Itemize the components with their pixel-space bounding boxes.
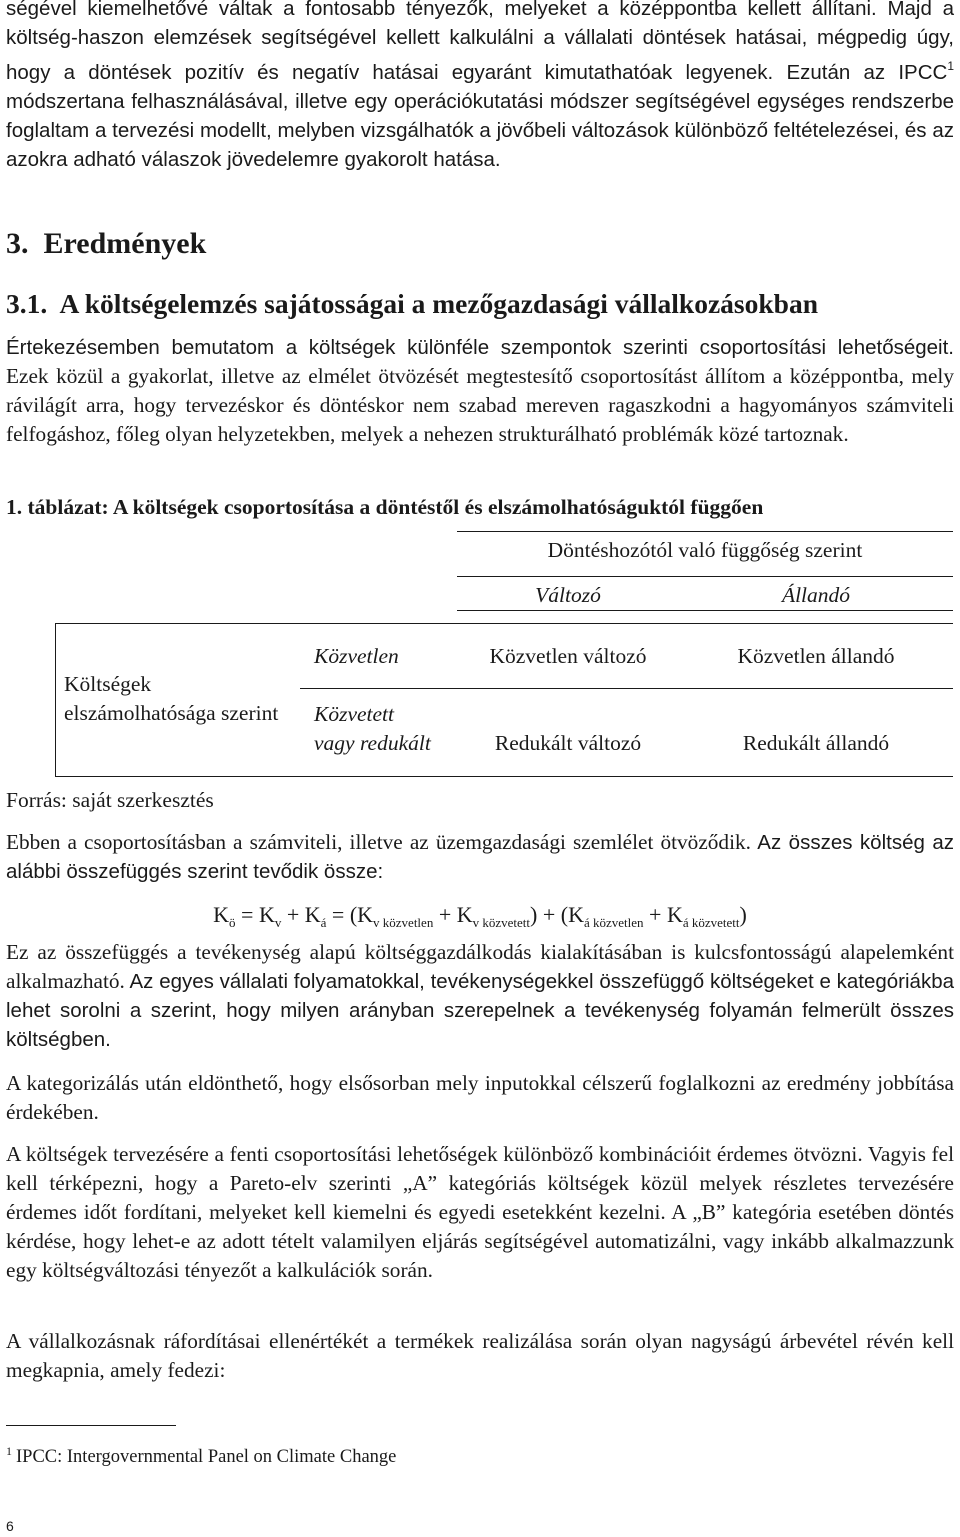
cost-formula: $K_ö = K_v + K_á = (K_{v közvetlen} + K_{v közvetett}) + (K_{á közvetlen} + K_{á közvetett})$ xyxy=(213,902,747,930)
table-col-header: Állandó xyxy=(781,583,851,607)
table-source: Forrás: saját szerkesztés xyxy=(6,788,214,812)
paragraph-body: Az összes költség az alábbi összefüggés szerint tevődik össze: xyxy=(6,831,954,883)
table-row-label: Közvetlen xyxy=(314,644,399,668)
table-rule xyxy=(55,623,56,776)
paragraph-lead: Ez az összefüggés a tevékenység alapú költséggazdálkodás kialakításában is kulcsfontosságú alapelemként alkalmazható. xyxy=(6,940,954,993)
paragraph xyxy=(6,828,954,886)
table-rule xyxy=(55,623,953,624)
paragraph: A vállalkozásnak ráfordításai ellenértékét a termékek realizálása során olyan nagyságú árbevétel révén kell megkapnia, amely fedezi: xyxy=(6,1329,954,1382)
table-cell: Közvetlen változó xyxy=(489,644,647,668)
table-caption: 1. táblázat: A költségek csoportosítása a döntéstől és elszámolhatóságuktól függően xyxy=(6,495,764,519)
table-rule xyxy=(300,688,953,689)
table-rule xyxy=(457,531,953,532)
table-rule xyxy=(457,576,953,577)
paragraph-lead: Értekezésemben bemutatom a költségek különféle szempontok szerinti csoportosítási lehetőségeit. xyxy=(6,336,954,359)
table-cell: Redukált állandó xyxy=(742,731,890,755)
paragraph-body: Ezek közül a gyakorlat, illetve az elmélet ötvözését megtestesítő csoportosítást állítom a középpontba, mely rávilágít arra, hogy tervezéskor és döntéskor nem szabad mereven ragaszkodni a hagyományos számviteli felfogáshoz, főleg olyan helyzetekben, melyek a nehezen strukturálható problémák közé tartoznak. xyxy=(6,364,954,446)
table-rule xyxy=(457,610,953,611)
paragraph-body: Az egyes vállalati folyamatokkal, tevékenységekkel összefüggő költségeket e kategóriákba lehet sorolni a szerint, hogy milyen arányban szerepelnek a tevékenység folyamán felmerült összes költségben. xyxy=(6,970,954,1051)
subsection-paragraph xyxy=(6,333,954,449)
footnote xyxy=(6,1438,396,1470)
table-cell: Redukált változó xyxy=(494,731,642,755)
intro-text-part2: módszertana felhasználásával, illetve egy operációkutatási módszer segítségével egységes rendszerbe foglaltam a tervezési modellt, melyben vizsgálhatók a jövőbeli változások különböző feltételezései, és az azokra adható válaszok jövedelemre gyakorolt hatása. xyxy=(6,90,954,171)
footnote-text: IPCC: Intergovernmental Panel on Climate Change xyxy=(16,1447,397,1467)
table-cell: Közvetlen állandó xyxy=(737,644,895,668)
table-row-group-label: Költségek elszámolhatósága szerint xyxy=(64,672,279,725)
footnote-reference[interactable]: 1 xyxy=(947,59,954,73)
table-col-header: Változó xyxy=(535,583,601,607)
paragraph-lead: Ebben a csoportosításban a számviteli, illetve az üzemgazdasági szemlélet ötvöződik. xyxy=(6,830,751,854)
footnote-mark: 1 xyxy=(6,1444,12,1458)
table-top-header: Döntéshozótól való függőség szerint xyxy=(547,538,863,562)
table-rule xyxy=(55,776,953,777)
intro-text-part1: ségével kiemelhetővé váltak a fontosabb tényezők, melyeket a középpontba kellett állítani. Majd a költség-haszon elemzések segítségével kellett kalkulálni a vállalati döntések hatásai, mégpedig úgy, hogy a döntések pozitív és negatív hatásai egyaránt kimutathatóak legyenek. Ezután az IPCC xyxy=(6,0,954,84)
paragraph: A kategorizálás után eldönthető, hogy elsősorban mely inputokkal célszerű foglalkozni az eredmény jobbítása érdekében. xyxy=(6,1071,954,1124)
paragraph xyxy=(6,938,954,1054)
subsection-heading-3-1: 3.1. A költségelemzés sajátosságai a mezőgazdasági vállalkozásokban xyxy=(6,288,819,319)
page-number: 6 xyxy=(6,1518,14,1534)
paragraph: A költségek tervezésére a fenti csoportosítási lehetőségek különböző kombinációit érdemes ötvözni. Vagyis fel kell térképezni, hogy a Pareto-elv szerinti „A” kategóriás költségek közül melyek részletes tervezésére érdemes időt fordítani, melyeket kell kiemelni és egyedi esetekként kezelni. A „B” kategória esetében döntés kérdése, hogy lehet-e az adott tételt valamilyen eljárás segítségével automatizálni, vagy inkább alkalmazzunk egy költségváltozási tényezőt a kalkulációk során. xyxy=(6,1142,954,1282)
table-row-label: Közvetett vagy redukált xyxy=(314,702,431,755)
section-heading-3: 3. Eredmények xyxy=(6,227,207,260)
footnote-separator xyxy=(6,1425,176,1426)
intro-paragraph xyxy=(6,0,954,174)
